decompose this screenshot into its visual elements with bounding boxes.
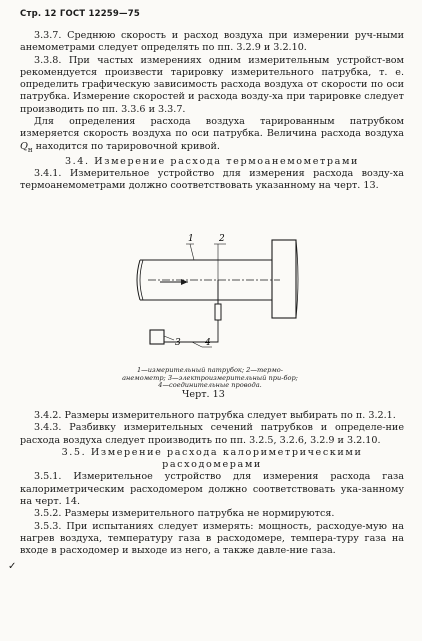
- paragraph-3-4-1: 3.4.1. Измерительное устройство для измерения расхода возду-ха термоанемометрами должно соответствовать указанному на черт. 13.: [20, 168, 404, 192]
- text-block-bottom: [20, 410, 404, 558]
- paragraph-3-3-7: 3.3.7. Среднюю скорость и расход воздуха при измерении руч-ными анемометрами следует определять по пп. 3.2.9 и 3.2.10.: [20, 30, 404, 54]
- figure-number: Черт. 13: [182, 389, 225, 400]
- label-2: 2: [219, 234, 225, 244]
- figure-caption: 1—измерительный патрубок; 2—термо-анемометр; 3—электроизмерительный при-бор; 4—соединительные провода.: [122, 366, 298, 390]
- flow-variable-subscript: н: [27, 145, 33, 154]
- section-3-4-heading: 3.4. Измерение расхода термоанемометрами: [64, 155, 360, 167]
- leader-1: [190, 244, 194, 260]
- label-1: 1: [188, 234, 194, 244]
- paragraph-3-3-8: 3.3.8. При частых измерениях одним измерительным устройст-вом рекомендуется произвести тарировку измерительного патрубка, т. е. определить графическую зависимость расхода воздуха от скорости по оси патрубка. Измерение скоростей и расхода возду-ха при тарировке следует производить по пп. 3.3.6 и 3.3.7.: [20, 54, 404, 115]
- paragraph-3-4-3: 3.4.3. Разбивку измерительных сечений патрубков и определе-ние расхода воздуха следует производить по пп. 3.2.5, 3.2.6, 3.2.9 и 3.2.10.: [20, 422, 404, 446]
- paragraph-3-4-2: 3.4.2. Размеры измерительного патрубка следует выбирать по п. 3.2.1.: [34, 410, 396, 421]
- section-3-5-heading: 3.5. Измерение расхода калориметрическими расходомерами: [61, 446, 363, 471]
- pipe-flange: [272, 240, 296, 318]
- leader-4: [192, 342, 202, 347]
- page-header: Стр. 12 ГОСТ 12259—75: [20, 9, 140, 19]
- pipe-break-left: [137, 260, 140, 300]
- flow-variable: Q: [20, 140, 28, 152]
- leader-3: [164, 336, 174, 340]
- paragraph-3-5-1: 3.5.1. Измерительное устройство для измерения расхода газа калориметрическим расходомером должно соответствовать ука-занному на черт. 14.: [20, 471, 404, 508]
- text-block-top: [20, 30, 404, 193]
- label-3: 3: [175, 338, 181, 348]
- p3-end: находится по тарировочной кривой.: [32, 140, 220, 152]
- margin-check-mark: ✓: [8, 561, 17, 572]
- p3-start: Для определения расхода воздуха тарированным патрубком измеряется скорость воздуха по оси патрубка. Величина расхода воздуха: [20, 116, 404, 140]
- paragraph-3-3-8-continued: [20, 116, 404, 156]
- anemometer-body: [215, 304, 221, 320]
- measuring-instrument: [150, 330, 164, 344]
- label-4: 4: [205, 338, 211, 348]
- pipe-break-left-inner: [140, 260, 143, 300]
- paragraph-3-5-3: 3.5.3. При испытаниях следует измерять: мощность, расходуе-мую на нагрев воздуха, температуру газа в расходомере, темпера-туру газа на входе в расходомер и выходе из него, а также давле-ние газа.: [20, 520, 404, 557]
- paragraph-3-5-2: 3.5.2. Размеры измерительного патрубка не нормируются.: [34, 508, 335, 520]
- figure-13-diagram: [130, 222, 300, 362]
